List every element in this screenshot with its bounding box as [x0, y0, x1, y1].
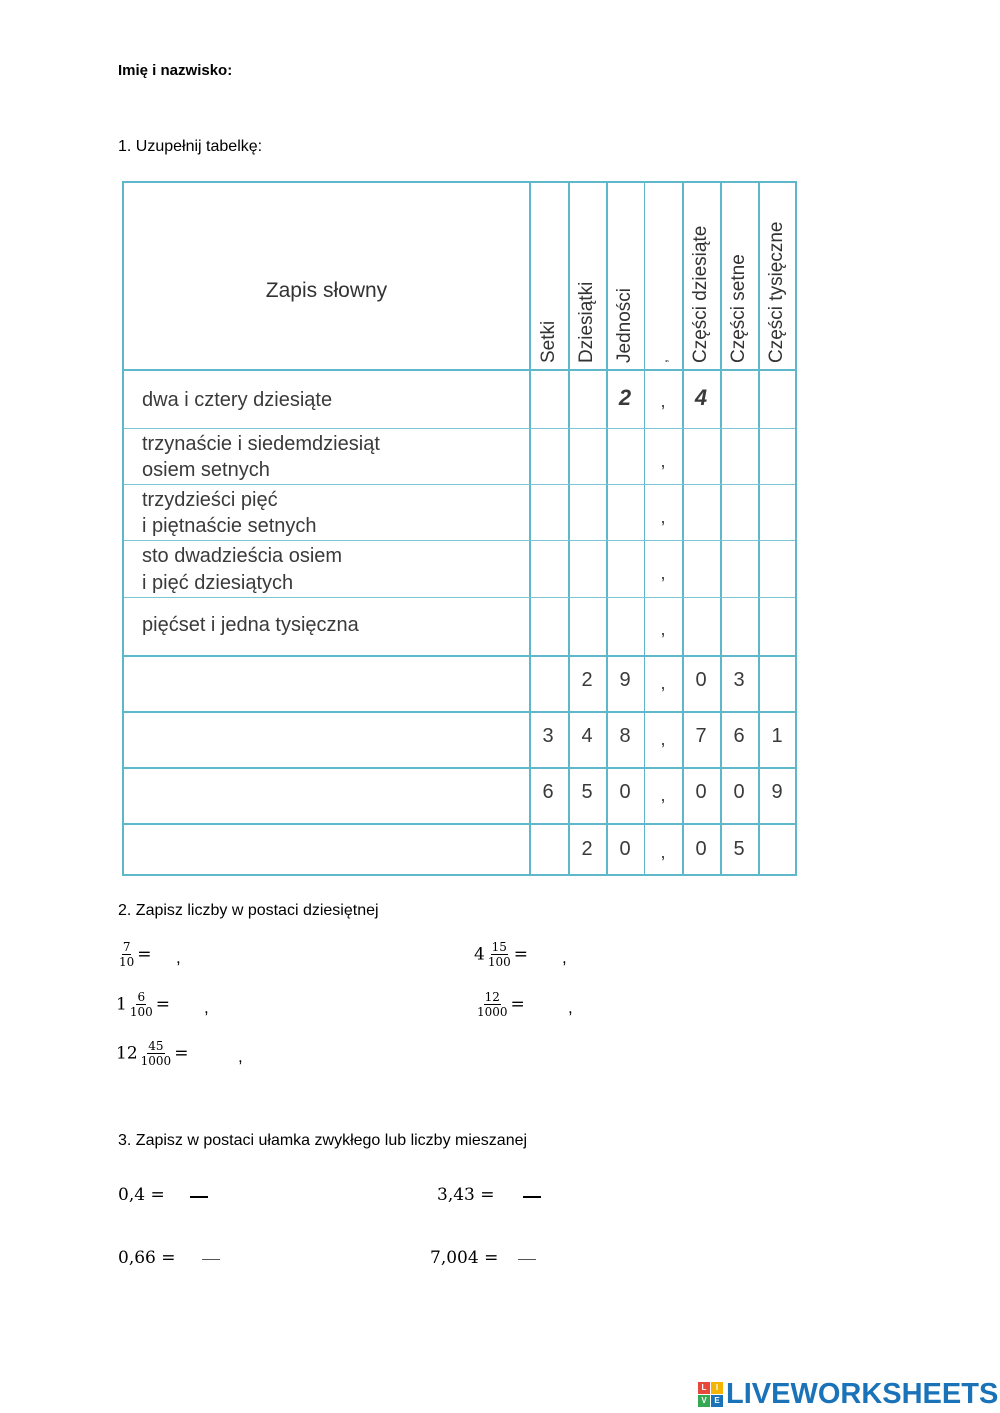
- cell-setki: 3: [542, 725, 554, 747]
- fraction-numerator: 12: [484, 990, 500, 1004]
- cell-comma: ,: [660, 563, 666, 583]
- fraction-denominator: 100: [129, 1005, 153, 1019]
- fraction-numerator: 45: [148, 1039, 164, 1053]
- task1-title: 1. Uzupełnij tabelkę:: [118, 138, 263, 155]
- cell-comma: ,: [660, 451, 666, 471]
- name-label: Imię i nazwisko:: [118, 62, 233, 79]
- cell-czesci-tysieczne: 9: [771, 781, 783, 803]
- logo-text: LIVEWORKSHEETS: [726, 1378, 999, 1410]
- cell-czesci-dziesiate: 0: [695, 669, 707, 691]
- column-header: Części tysięczne: [766, 221, 787, 363]
- cell-dziesiatki: 4: [581, 725, 593, 747]
- cell-jednosci: 2: [618, 385, 632, 410]
- column-header: ,: [654, 359, 670, 363]
- answer-comma: ,: [568, 998, 573, 1017]
- decimal-expression: 0,66 =: [118, 1248, 176, 1268]
- fraction-item: [116, 940, 152, 969]
- whole-part: 12: [116, 1043, 138, 1064]
- cell-czesci-setne: 5: [733, 838, 745, 860]
- cell-dziesiatki: 2: [581, 838, 593, 860]
- cell-czesci-dziesiate: 0: [695, 838, 707, 860]
- column-header: Dziesiątki: [576, 281, 597, 363]
- cell-czesci-dziesiate: 7: [695, 725, 707, 747]
- equals-sign: =: [137, 944, 152, 965]
- row-words: trzynaście i siedemdziesiąt: [142, 433, 380, 455]
- cell-dziesiatki: 2: [581, 669, 593, 691]
- cell-comma: ,: [660, 785, 666, 805]
- cell-czesci-setne: 0: [733, 781, 745, 803]
- cell-czesci-setne: 6: [733, 725, 745, 747]
- logo-badge-icon: [698, 1382, 723, 1407]
- answer-comma: ,: [204, 998, 209, 1017]
- cell-czesci-setne: 3: [733, 669, 745, 691]
- cell-comma: ,: [660, 673, 666, 693]
- fraction-denominator: 10: [119, 955, 135, 969]
- badge-letter: E: [711, 1395, 723, 1407]
- cell-jednosci: 8: [619, 725, 631, 747]
- fraction-denominator: 1000: [477, 1005, 508, 1019]
- decimal-expression: 7,004 =: [430, 1248, 499, 1268]
- badge-letter: V: [698, 1395, 710, 1407]
- cell-comma: ,: [660, 391, 666, 411]
- cell-comma: ,: [660, 507, 666, 527]
- fraction-item: [474, 990, 525, 1019]
- answer-comma: ,: [176, 948, 181, 967]
- cell-setki: 6: [542, 781, 554, 803]
- fraction-denominator: 1000: [140, 1054, 172, 1068]
- cell-comma: ,: [660, 729, 666, 749]
- equals-sign: =: [174, 1043, 189, 1064]
- badge-letter: I: [711, 1382, 723, 1394]
- row-words: sto dwadzieścia osiem: [142, 545, 343, 567]
- fraction-bar: [190, 1196, 208, 1198]
- row-words: dwa i cztery dziesiąte: [142, 389, 333, 411]
- fraction-numerator: 7: [122, 940, 131, 954]
- cell-jednosci: 0: [619, 838, 631, 860]
- cell-comma: ,: [660, 842, 666, 862]
- liveworksheets-logo: [698, 1378, 998, 1411]
- row-words: osiem setnych: [142, 459, 270, 481]
- task3-title: 3. Zapisz w postaci ułamka zwykłego lub liczby mieszanej: [118, 1132, 528, 1149]
- equals-sign: =: [155, 994, 170, 1015]
- decimal-expression: 0,4 =: [118, 1185, 165, 1205]
- fraction-numerator: 6: [137, 990, 146, 1004]
- fraction-item: [474, 940, 528, 969]
- task2-title: 2. Zapisz liczby w postaci dziesiętnej: [118, 902, 379, 919]
- whole-part: 4: [474, 944, 485, 965]
- place-value-table: [122, 181, 797, 876]
- cell-czesci-dziesiate: 0: [695, 781, 707, 803]
- cell-czesci-tysieczne: 1: [771, 725, 783, 747]
- answer-comma: ,: [562, 948, 567, 967]
- answer-comma: ,: [238, 1047, 243, 1066]
- fraction-bar: [523, 1196, 541, 1198]
- row-words: pięćset i jedna tysięczna: [142, 614, 359, 636]
- row-words: i pięć dziesiątych: [142, 572, 294, 594]
- fraction-denominator: 100: [487, 955, 511, 969]
- fraction-bar: [518, 1259, 536, 1260]
- cell-czesci-dziesiate: 4: [694, 385, 708, 410]
- fraction-item: [116, 990, 170, 1019]
- row-words: i piętnaście setnych: [142, 515, 317, 537]
- whole-part: 1: [116, 994, 127, 1015]
- equals-sign: =: [513, 944, 528, 965]
- column-header: Części setne: [728, 254, 749, 363]
- column-header: Części dziesiąte: [690, 225, 711, 363]
- fraction-bar: [202, 1259, 220, 1260]
- fraction-numerator: 15: [491, 940, 507, 954]
- fraction-item: [116, 1039, 188, 1068]
- column-header: Setki: [538, 320, 559, 363]
- cell-jednosci: 9: [619, 669, 631, 691]
- table-header-title: Zapis słowny: [265, 279, 388, 302]
- decimal-expression: 3,43 =: [437, 1185, 495, 1205]
- badge-letter: L: [698, 1382, 710, 1394]
- column-header: Jedności: [614, 288, 635, 363]
- cell-dziesiatki: 5: [581, 781, 593, 803]
- row-words: trzydzieści pięć: [142, 489, 278, 511]
- cell-comma: ,: [660, 619, 666, 639]
- equals-sign: =: [510, 994, 525, 1015]
- cell-jednosci: 0: [619, 781, 631, 803]
